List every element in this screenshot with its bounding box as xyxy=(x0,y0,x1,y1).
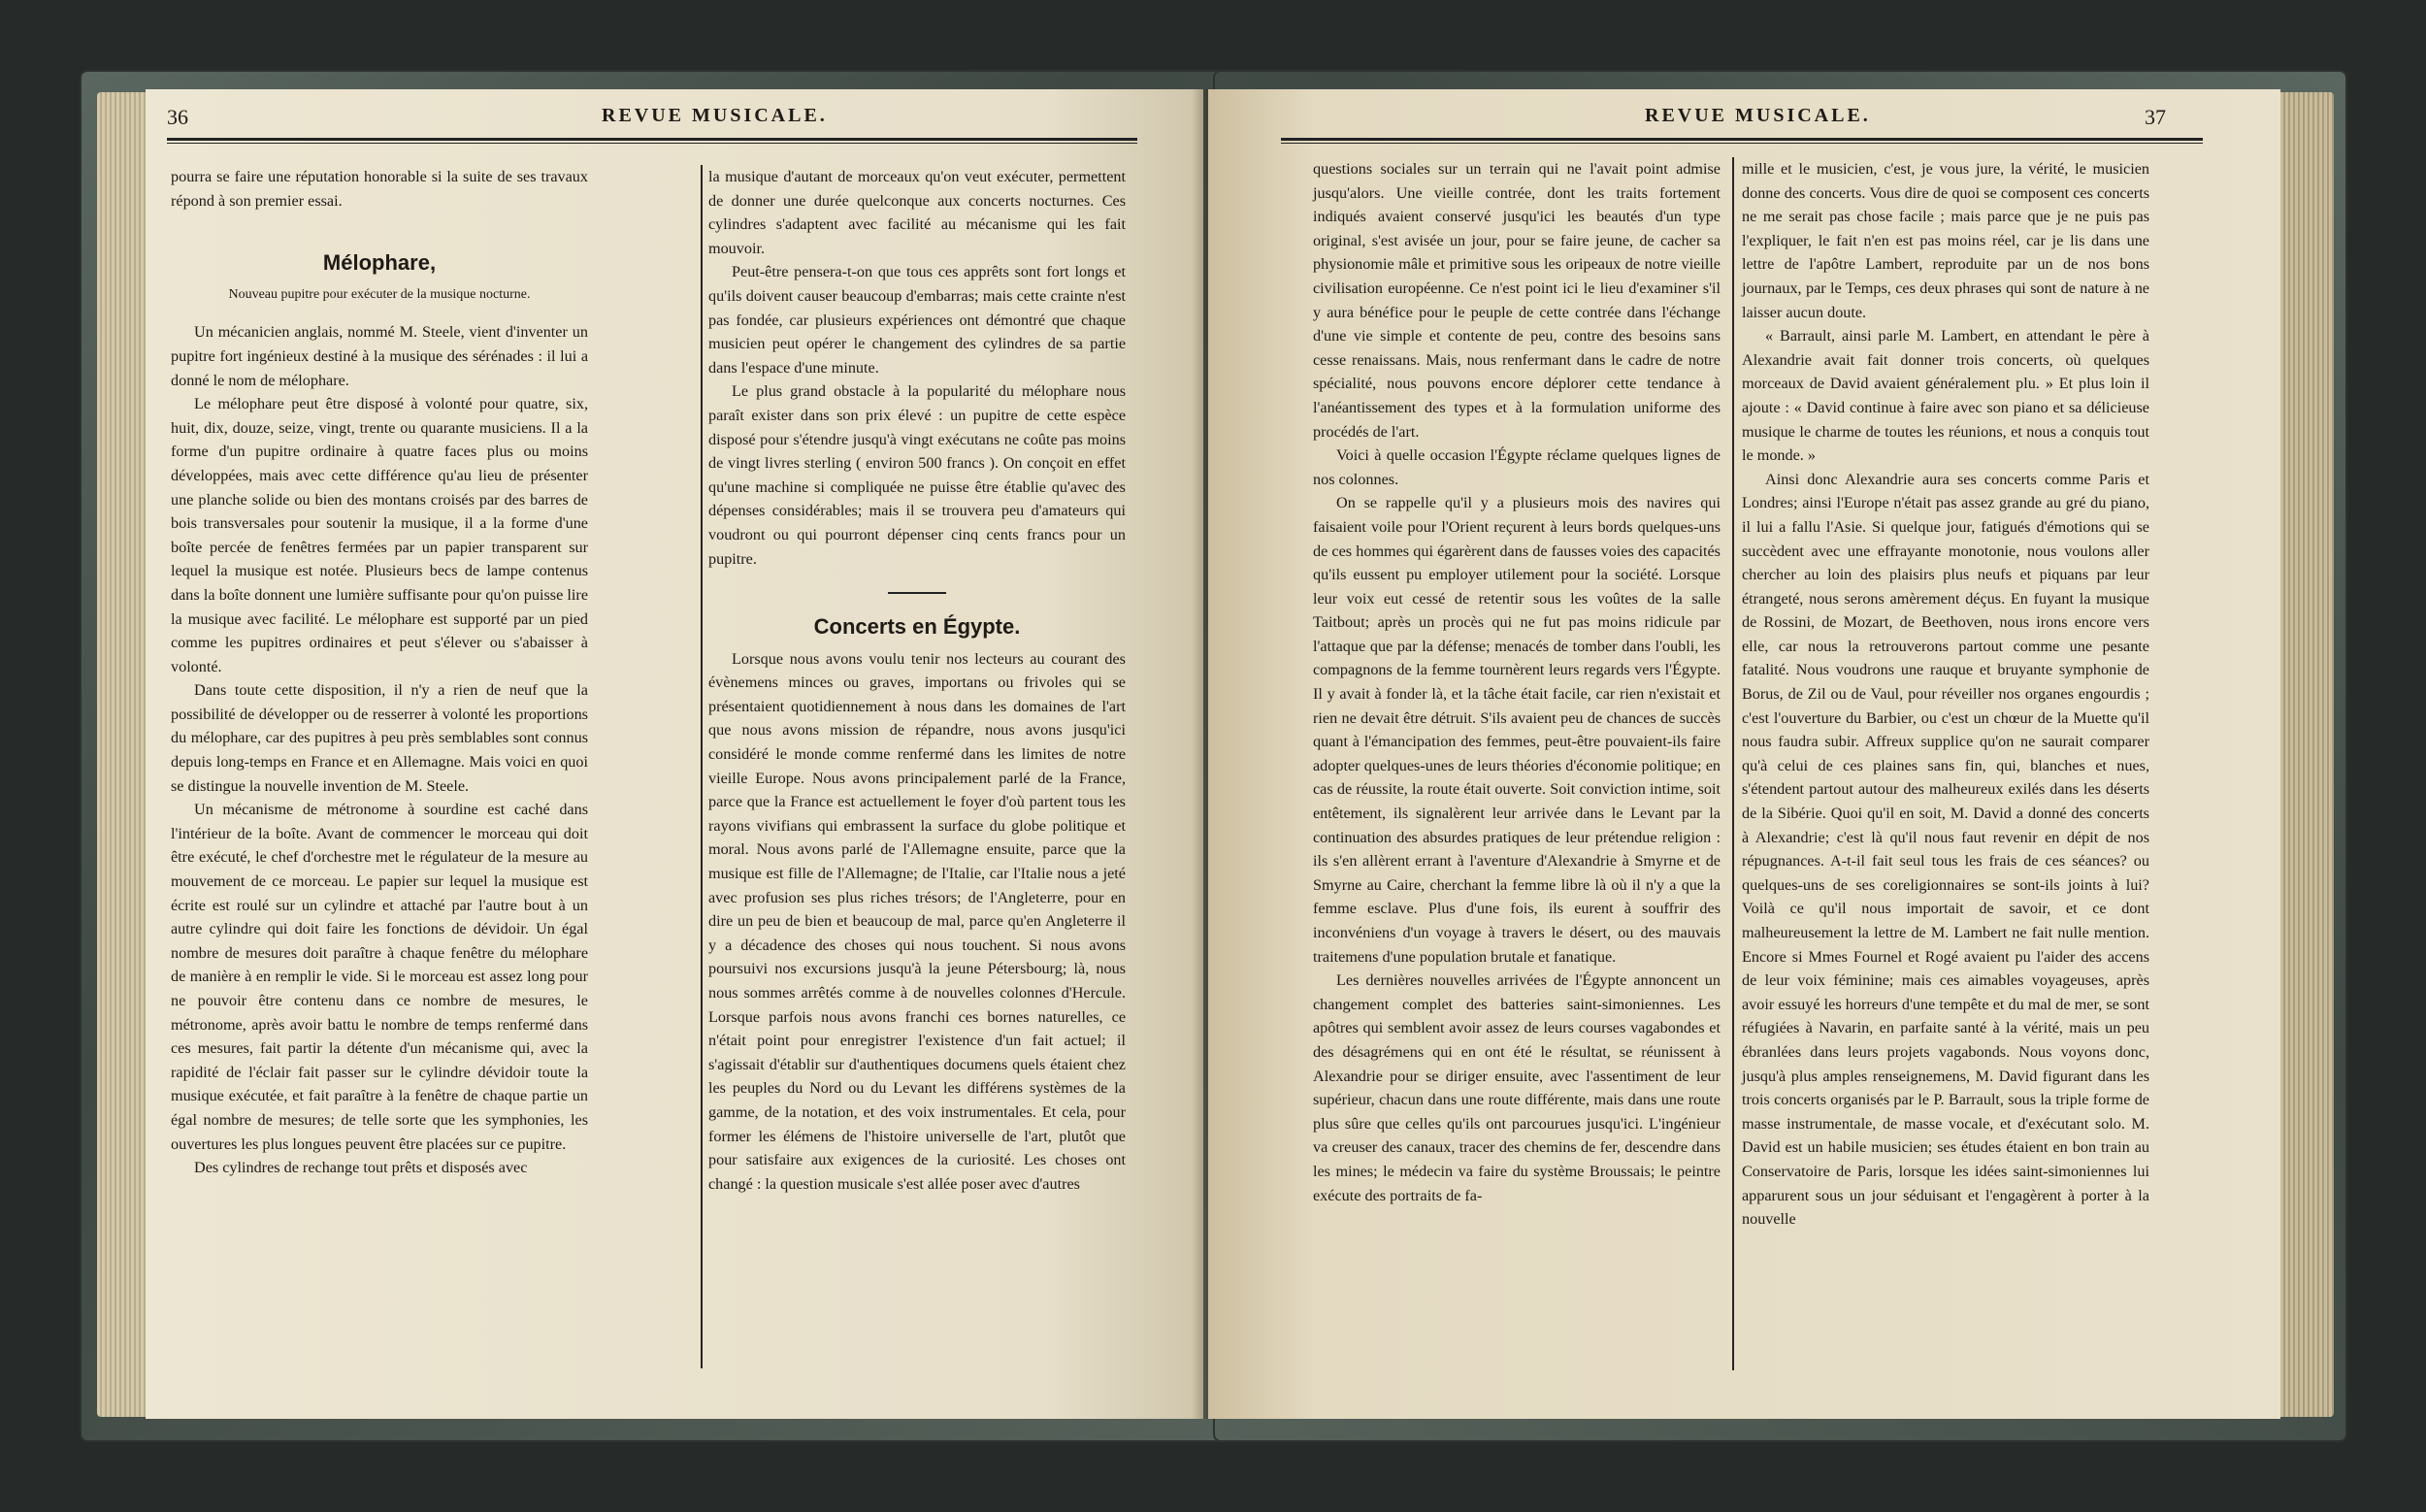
left-page-column-2 xyxy=(708,165,1126,1196)
right-page-column-1 xyxy=(1313,157,1721,1207)
paragraph: Peut-être pensera-t-on que tous ces apprêts sont fort longs et qu'ils doivent causer beaucoup d'embarras; mais cette crainte n'est pas fondée, car plusieurs expériences ont démontré que chaque musicien peut opérer le changement des cylindres de sa partie dans l'espace d'une minute. xyxy=(708,263,1126,377)
paragraph: « Barrault, ainsi parle M. Lambert, en attendant le père à Alexandrie avait fait donner trois concerts, où quelques morceaux de David avaient généralement plu. » Et plus loin il ajoute : « David continue à faire avec son piano et sa délicieuse musique le charme de toutes les réunions, et nous a conquis tout le monde. » xyxy=(1742,327,2149,465)
running-head: REVUE MUSICALE. xyxy=(602,105,828,126)
paragraph: Lorsque nous avons voulu tenir nos lecteurs au courant des évènemens minces ou graves, importans ou frivoles qui se présentaient quotidiennement à nous dans les domaines de l'art que nous avons mission de répandre, nous avons jusqu'ici considéré le monde comme renfermé dans les limites de notre vieille Europe. Nous avons principalement parlé de la France, parce que la France est actuellement le foyer d'où partent tous les rayons vivifians qui embrassent la surface du globe politique et moral. Nous avons parlé de l'Allemagne ensuite, parce que la musique est fille de l'Allemagne; de l'Italie, car l'Italie nous a jeté avec profusion ses plus riches trésors; de l'Angleterre, pour en dire un peu de bien et beaucoup de mal, parce qu'en Angleterre il y a décadence des choses qui nous touchent. Si nous avons poursuivi nos excursions jusqu'à la jeune Pétersbourg; là, nous nous sommes arrêtés comme à de nouvelles colonnes d'Hercule. Lorsque parfois nous avons franchi ces bornes naturelles, ce n'était point pour enregistrer l'existence d'un fait actuel; il s'agissait d'établir sur d'authentiques documens quels étaient chez les peuples du Nord ou du Levant les différens systèmes de la gamme, de la notation, et des voix instrumentales. Et cela, pour former les élémens de l'histoire universelle de l'art, plutôt que pour satisfaire aux exigences de la curiosité. Les choses ont changé : la question musicale s'est allée poser avec d'autres xyxy=(708,649,1126,1193)
header-rule xyxy=(167,138,1137,144)
paragraph: Les dernières nouvelles arrivées de l'Égypte annoncent un changement complet des batteries saint-simoniennes. Les apôtres qui semblent avoir assez de leurs courses vagabondes et des désagrémens qui en ont été le résultat, se réunissent à Alexandrie pour se diriger ensuite, avec l'assentiment de leur supérieur, chacun dans une route différente, mais dans une route plus sûre que celles qu'ils ont parcourues jusqu'ici. L'ingénieur va creuser des canaux, tracer des chemins de fer, descendre dans les mines; le médecin va faire du système Broussais; le peintre exécute des portraits de fa- xyxy=(1313,971,1721,1204)
right-page xyxy=(1208,89,2280,1419)
page-number: 37 xyxy=(2145,105,2166,129)
paragraph: Ainsi donc Alexandrie aura ses concerts comme Paris et Londres; ainsi l'Europe n'était pas assez grande au gré du piano, il lui a fallu l'Asie. Si quelque jour, fatigués d'émotions qui se succèdent avec une effrayante monotonie, nous voulons aller chercher au loin des plaisirs plus neufs et piquans par leur étrangeté, nous serons amèrement déçus. En fuyant la musique de Rossini, de Mozart, de Beethoven, nous irons encore vers elle, car nous la retrouverons partout comme une pesante fatalité. Nous voudrons une rauque et bruyante symphonie de Borus, de Zil ou de Vaul, pour réveiller nos organes engourdis ; c'est l'ouverture du Barbier, ou c'est un chœur de la Muette qu'il nous faudra subir. Affreux supplice qu'on ne saurait comparer qu'à celui de ces plaines sans fin, qui, blanches et nues, s'étendent partout autour des malheureux exilés dans les déserts de la Sibérie. Quoi qu'il en soit, M. David a donné des concerts à Alexandrie; c'est là qu'il nous faut revenir en dépit de nos répugnances. A-t-il fait seul tous les frais de ces séances? ou quelques-uns de ses coreligionnaires se sont-ils joints à lui? Voilà ce qu'il nous importait de savoir, et ce dont malheureusement la lettre de M. Lambert ne fait nulle mention. Encore si Mmes Fournel et Rogé avaient pu l'aider des accens de leur voix féminine; mais ces aimables voyageuses, après avoir essuyé les horreurs d'une tempête et du mal de mer, se sont réfugiées à Navarin, en parfaite santé à la vérité, mais un peu ébranlées dans leurs projets vagabonds. Nous voyons donc, jusqu'à plus amples renseignemens, M. David figurant dans les trois concerts organisés par le P. Barrault, sous la triple forme de masse instrumentale, de masse vocale, et d'exécutant solo. M. David est un habile musicien; ses études étaient en bon train au Conservatoire de Paris, lorsque les idées saint-simoniennes lui apparurent sous un jour séduisant et l'engagèrent à porter à la nouvelle xyxy=(1742,470,2149,1229)
paragraph: Le plus grand obstacle à la popularité du mélophare nous paraît exister dans son prix élevé : un pupitre de cette espèce disposé pour s'étendre jusqu'à vingt exécutans ne coûte pas moins de vingt livres sterling ( environ 500 francs ). On conçoit en effet qu'une machine si compliquée ne puisse être établie qu'avec des dépenses considérables; mais il se trouvera peu d'amateurs qui voudront ou qui pourront dépenser cinq cents francs pour un pupitre. xyxy=(708,382,1126,568)
paragraph: Voici à quelle occasion l'Égypte réclame quelques lignes de nos colonnes. xyxy=(1313,446,1721,488)
page-edges-right xyxy=(2276,92,2334,1417)
paragraph: On se rappelle qu'il y a plusieurs mois des navires qui faisaient voile pour l'Orient reçurent à leurs bords quelques-uns de ces hommes qui égarèrent dans de fausses voies des capacités qu'ils eussent pu employer utilement pour la société. Lorsque leur voix eut cessé de retentir sous les voûtes de la salle Taitbout; après un procès qui ne fut pas moins ridicule par l'attaque que par la défense; menacés de tomber dans l'oubli, les compagnons de la femme tournèrent leurs regards vers l'Égypte. Il y avait à fonder là, et la tâche était facile, car rien n'existait et rien ne devait être détruit. S'ils avaient peu de chances de succès quant à l'émancipation des femmes, peut-être pouvaient-ils faire adopter quelques-unes de leurs théories d'économie politique; en cas de réussite, la route était ouverte. Soit conviction intime, soit entêtement, ils signalèrent leur arrivée dans le Levant par la continuation des absurdes pratiques de leur prétendue religion : ils s'en allèrent errant à l'aventure d'Alexandrie à Smyrne et de Smyrne au Caire, cherchant la femme libre là où il n'y a que la femme esclave. Plus d'une fois, ils eurent à souffrir des inconvéniens d'un voyage à travers le désert, ou des mauvais traitemens d'une population brutale et fanatique. xyxy=(1313,494,1721,966)
paragraph: mille et le musicien, c'est, je vous jure, la vérité, le musicien donne des concerts. Vous dire de quoi se composent ces concerts ne me serait pas chose facile ; mais parce que je ne puis pas l'expliquer, le fait n'en est pas moins réel, car je lis dans une lettre de l'apôtre Lambert, reproduite par un de nos bons journaux, par le Temps, ces deux phrases qui sont de nature à ne laisser aucun doute. xyxy=(1742,160,2149,321)
article-subheading: Nouveau pupitre pour exécuter de la musique nocturne. xyxy=(228,286,531,302)
paragraph: Des cylindres de rechange tout prêts et disposés avec xyxy=(194,1159,528,1177)
right-page-column-2 xyxy=(1742,157,2149,1232)
column-divider xyxy=(701,165,703,1368)
paragraph: la musique d'autant de morceaux qu'on veut exécuter, permettent de donner une durée quelconque aux concerts nocturnes. Ces cylindres s'adaptent avec facilité au mécanisme qui les fait mouvoir. xyxy=(708,168,1126,257)
page-number: 36 xyxy=(167,105,188,129)
article-heading: Mélophare, xyxy=(322,250,437,276)
column-divider xyxy=(1732,157,1734,1370)
paragraph: pourra se faire une réputation honorable si la suite de ses travaux répond à son premier essai. xyxy=(171,168,588,210)
paragraph: questions sociales sur un terrain qui ne l'avait point admise jusqu'alors. Une vieille contrée, dont les traits fortement indiqués avaient conservé jusqu'ici les beautés d'un type original, s'est avisée un jour, pour se faire jeune, de cacher sa physionomie mâle et primitive sous les oripeaux de notre vieille civilisation européenne. Ce n'est point ici le lieu d'examiner s'il y aura bénéfice pour le peuple de cette contrée dans l'échange d'une vie simple et contente de peu, contre des besoins sans cesse renaissans. Mais, nous renfermant dans le cadre de notre spécialité, nous pouvons encore déplorer cette tendance à l'anéantissement des types et à la formulation uniforme des procédés de l'art. xyxy=(1313,160,1721,441)
paragraph: Dans toute cette disposition, il n'y a rien de neuf que la possibilité de développer ou de resserrer à volonté les proportions du mélophare, car des pupitres à peu près semblables sont connus depuis long-temps en France et en Allemagne. Mais voici en quoi se distingue la nouvelle invention de M. Steele. xyxy=(171,681,588,795)
article-heading: Concerts en Égypte. xyxy=(813,614,1021,640)
paragraph: Le mélophare peut être disposé à volonté pour quatre, six, huit, dix, douze, seize, vingt, trente ou quarante musiciens. Il a la forme d'un pupitre ordinaire à quatre faces plus ou moins développées, mais avec cette différence qu'au lieu de présenter une planche solide ou bien des montans croisés par des barres de bois transversales pour soutenir la musique, il a la forme d'une boîte percée de fenêtres fermées par un papier transparent sur lequel la musique est notée. Plusieurs becs de lampe contenus dans la boîte donnent une lumière suffisante pour qu'on puisse lire la musique avec facilité. Le mélophare est supporté par un pied comme les pupitres ordinaires et peut s'élever ou s'abaisser à volonté. xyxy=(171,395,588,675)
running-head: REVUE MUSICALE. xyxy=(1645,105,1871,126)
left-page-column-1 xyxy=(171,165,588,1180)
section-separator xyxy=(888,592,946,594)
paragraph: Un mécanicien anglais, nommé M. Steele, vient d'inventer un pupitre fort ingénieux destiné à la musique des sérénades : il lui a donné le nom de mélophare. xyxy=(171,323,588,389)
paragraph: Un mécanisme de métronome à sourdine est caché dans l'intérieur de la boîte. Avant de commencer le morceau qui doit être exécuté, le chef d'orchestre met le régulateur de la mesure au mouvement de ce morceau. Le papier sur lequel la musique est écrite est roulé sur un cylindre et attaché par l'autre bout à un autre cylindre qui doit faire les fonctions de dévidoir. Un égal nombre de mesures doit paraître à chaque fenêtre du mélophare de manière à en remplir le vide. Si le morceau est assez long pour ne pouvoir être contenu dans ce nombre de mesures, le métronome, après avoir battu le nombre de temps renfermé dans ces mesures, fait partir la détente d'un mécanisme qui, avec la rapidité de l'éclair fait passer sur le cylindre dévidoir toute la musique exécutée, et fait paraître à la fenêtre de chaque partie un égal nombre de mesures; de telle sorte que les symphonies, les ouvertures les plus longues peuvent être placées sur ce pupitre. xyxy=(171,801,588,1153)
left-page xyxy=(146,89,1203,1419)
header-rule xyxy=(1281,138,2203,144)
